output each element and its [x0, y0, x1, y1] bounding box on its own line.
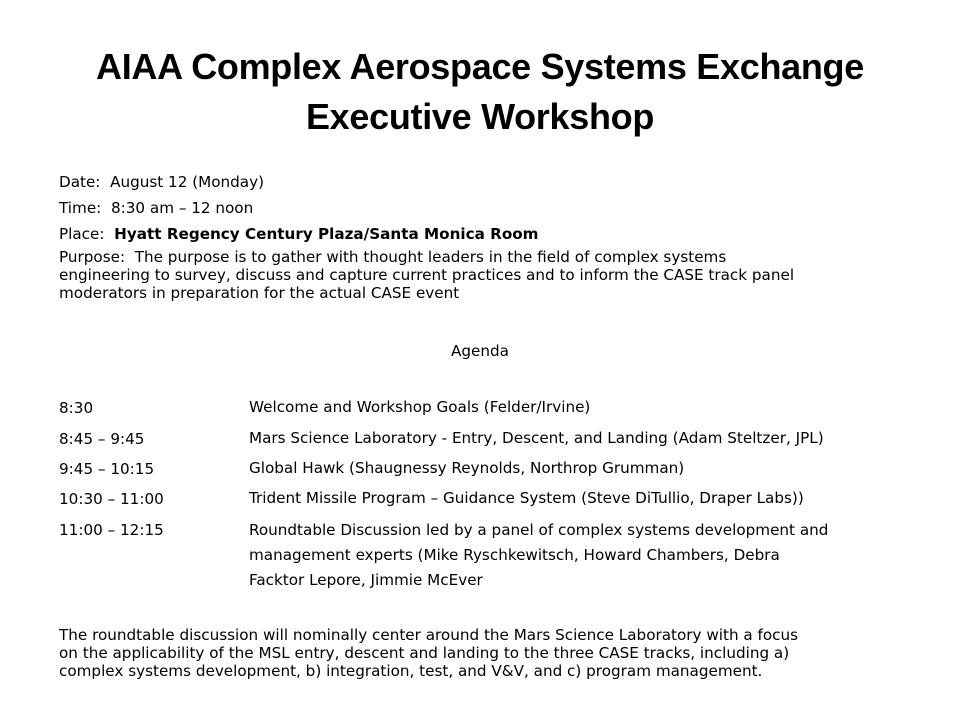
agenda-description-line: Mars Science Laboratory - Entry, Descent, and Landing (Adam Steltzer, JPL)	[249, 429, 824, 447]
agenda-time: 8:30	[59, 399, 94, 417]
title-line-1: AIAA Complex Aerospace Systems Exchange	[96, 46, 864, 87]
agenda-description	[249, 426, 929, 451]
purpose-line-2: engineering to survey, discuss and capture current practices and to inform the CASE track panel	[59, 266, 795, 284]
closing-paragraph	[59, 626, 909, 680]
date-value: August 12 (Monday)	[110, 173, 265, 191]
purpose-line-3: moderators in preparation for the actual CASE event	[59, 284, 460, 302]
agenda-description-line: Facktor Lepore, Jimmie McEver	[249, 571, 483, 589]
time-line	[59, 199, 253, 217]
place-line	[59, 225, 539, 243]
closing-line-3: complex systems development, b) integration, test, and V&V, and c) program management.	[59, 662, 763, 680]
agenda-description	[249, 518, 929, 593]
agenda-description	[249, 456, 929, 481]
purpose-line-1	[59, 248, 909, 266]
purpose-paragraph	[59, 248, 909, 302]
date-label: Date:	[59, 173, 101, 191]
agenda-description	[249, 486, 929, 511]
agenda-description-line: Trident Missile Program – Guidance System (Steve DiTullio, Draper Labs))	[249, 489, 804, 507]
agenda-description-line: Global Hawk (Shaugnessy Reynolds, Northrop Grumman)	[249, 459, 685, 477]
time-label: Time:	[59, 199, 102, 217]
agenda-time: 9:45 – 10:15	[59, 460, 155, 478]
agenda-time: 8:45 – 9:45	[59, 430, 145, 448]
time-value: 8:30 am – 12 noon	[110, 199, 254, 217]
agenda-time: 11:00 – 12:15	[59, 521, 164, 539]
purpose-text-1: The purpose is to gather with thought leaders in the field of complex systems	[134, 248, 727, 266]
agenda-description-line: Welcome and Workshop Goals (Felder/Irvine)	[249, 398, 591, 416]
agenda-description-line: management experts (Mike Ryschkewitsch, Howard Chambers, Debra	[249, 546, 780, 564]
agenda-heading: Agenda	[451, 342, 509, 360]
closing-line-2: on the applicability of the MSL entry, descent and landing to the three CASE tracks, including a)	[59, 644, 790, 662]
agenda-description-line: Roundtable Discussion led by a panel of complex systems development and	[249, 521, 829, 539]
place-value: Hyatt Regency Century Plaza/Santa Monica Room	[114, 225, 539, 243]
closing-line-1: The roundtable discussion will nominally center around the Mars Science Laboratory with a focus	[59, 626, 799, 644]
title-line-2: Executive Workshop	[305, 96, 655, 137]
slide-title	[40, 42, 920, 142]
place-label: Place:	[59, 225, 105, 243]
agenda-description	[249, 395, 929, 420]
date-line	[59, 173, 264, 191]
purpose-label: Purpose:	[59, 248, 126, 266]
agenda-time: 10:30 – 11:00	[59, 490, 164, 508]
